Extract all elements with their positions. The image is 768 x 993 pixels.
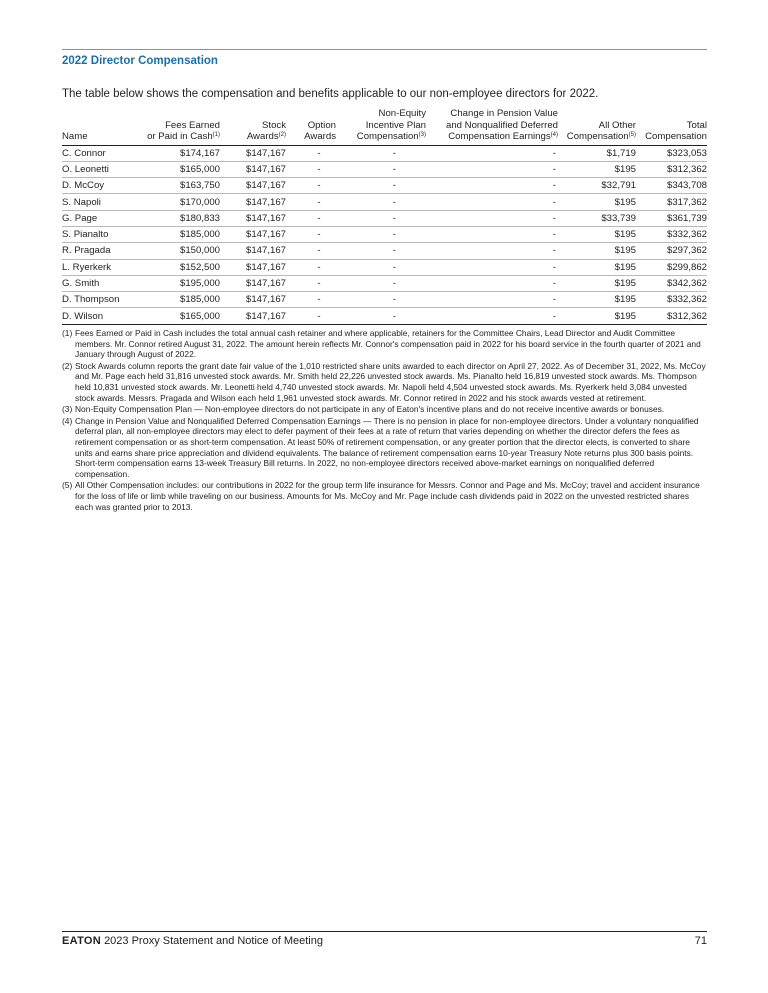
cell-other: $32,791	[558, 178, 636, 194]
cell-fees: $185,000	[140, 226, 220, 242]
table-row	[62, 194, 707, 210]
cell-stock: $147,167	[220, 308, 286, 324]
cell-fees: $195,000	[140, 275, 220, 291]
cell-other: $195	[558, 194, 636, 210]
cell-pension: -	[426, 308, 558, 324]
footnote-number: (2)	[62, 360, 73, 371]
cell-nonequity: -	[336, 178, 426, 194]
table-row	[62, 226, 707, 242]
director-compensation-table	[62, 108, 707, 325]
cell-name: D. McCoy	[62, 178, 140, 194]
page-footer	[62, 935, 707, 947]
cell-option: -	[286, 145, 336, 161]
cell-option: -	[286, 292, 336, 308]
table-row	[62, 275, 707, 291]
cell-pension: -	[426, 243, 558, 259]
cell-fees: $165,000	[140, 161, 220, 177]
table-row	[62, 178, 707, 194]
top-divider	[62, 49, 707, 50]
cell-pension: -	[426, 145, 558, 161]
cell-total: $342,362	[636, 275, 707, 291]
table-row	[62, 161, 707, 177]
table-row	[62, 292, 707, 308]
cell-stock: $147,167	[220, 292, 286, 308]
cell-other: $195	[558, 308, 636, 324]
cell-option: -	[286, 308, 336, 324]
cell-total: $312,362	[636, 308, 707, 324]
cell-nonequity: -	[336, 194, 426, 210]
cell-stock: $147,167	[220, 243, 286, 259]
cell-pension: -	[426, 194, 558, 210]
cell-stock: $147,167	[220, 210, 286, 226]
cell-stock: $147,167	[220, 161, 286, 177]
col-header-nonequity: Non-Equity Incentive Plan Compensation$^{(3)}$	[336, 108, 426, 145]
cell-option: -	[286, 243, 336, 259]
cell-fees: $163,750	[140, 178, 220, 194]
cell-name: G. Smith	[62, 275, 140, 291]
cell-other: $195	[558, 292, 636, 308]
cell-fees: $170,000	[140, 194, 220, 210]
table-row	[62, 243, 707, 259]
cell-option: -	[286, 161, 336, 177]
footnotes	[62, 328, 707, 513]
cell-nonequity: -	[336, 210, 426, 226]
cell-option: -	[286, 275, 336, 291]
footnote-text: All Other Compensation includes: our contributions in 2022 for the group term life insurance for Messrs. Connor and Page and Ms. McCoy; travel and accident insurance for the loss of life or limb while traveling on our business. Amounts for Ms. McCoy and Mr. Page include cash dividends paid in 2022 on the unvested restricted shares each was granted prior to 2013.	[75, 480, 700, 512]
cell-stock: $147,167	[220, 194, 286, 210]
cell-total: $323,053	[636, 145, 707, 161]
cell-name: D. Thompson	[62, 292, 140, 308]
cell-name: R. Pragada	[62, 243, 140, 259]
footnote	[62, 480, 707, 512]
col-header-pension: Change in Pension Value and Nonqualified Deferred Compensation Earnings$^{(4)}$	[426, 108, 558, 145]
table-row	[62, 259, 707, 275]
footnote-number: (4)	[62, 415, 73, 426]
col-header-total: Total Compensation	[636, 108, 707, 145]
footnote	[62, 361, 707, 403]
cell-name: S. Napoli	[62, 194, 140, 210]
footer-divider	[62, 931, 707, 932]
col-header-fees: Fees Earned or Paid in Cash$^{(1)}$	[140, 108, 220, 145]
col-header-option: Option Awards	[286, 108, 336, 145]
cell-name: L. Ryerkerk	[62, 259, 140, 275]
table-row	[62, 308, 707, 324]
cell-pension: -	[426, 178, 558, 194]
cell-stock: $147,167	[220, 226, 286, 242]
cell-nonequity: -	[336, 243, 426, 259]
cell-fees: $174,167	[140, 145, 220, 161]
cell-name: G. Page	[62, 210, 140, 226]
cell-total: $361,739	[636, 210, 707, 226]
cell-option: -	[286, 194, 336, 210]
col-header-name: Name	[62, 108, 140, 145]
footnote-number: (1)	[62, 328, 73, 338]
cell-pension: -	[426, 161, 558, 177]
intro-paragraph: The table below shows the compensation and benefits applicable to our non-employee directors for 2022.	[62, 88, 599, 100]
cell-name: O. Leonetti	[62, 161, 140, 177]
cell-pension: -	[426, 210, 558, 226]
cell-nonequity: -	[336, 308, 426, 324]
cell-pension: -	[426, 226, 558, 242]
cell-other: $195	[558, 275, 636, 291]
footnote-number: (5)	[62, 480, 73, 491]
footnote-number: (3)	[62, 404, 73, 415]
cell-stock: $147,167	[220, 178, 286, 194]
cell-fees: $185,000	[140, 292, 220, 308]
cell-fees: $152,500	[140, 259, 220, 275]
cell-other: $33,739	[558, 210, 636, 226]
cell-pension: -	[426, 259, 558, 275]
cell-other: $195	[558, 259, 636, 275]
cell-total: $317,362	[636, 194, 707, 210]
cell-total: $299,862	[636, 259, 707, 275]
cell-nonequity: -	[336, 226, 426, 242]
footnote	[62, 328, 707, 360]
cell-option: -	[286, 210, 336, 226]
cell-other: $195	[558, 226, 636, 242]
table-row	[62, 210, 707, 226]
cell-fees: $150,000	[140, 243, 220, 259]
cell-nonequity: -	[336, 292, 426, 308]
cell-name: S. Pianalto	[62, 226, 140, 242]
cell-option: -	[286, 226, 336, 242]
cell-total: $343,708	[636, 178, 707, 194]
footer-title: 2023 Proxy Statement and Notice of Meeting	[104, 935, 323, 947]
cell-nonequity: -	[336, 275, 426, 291]
cell-stock: $147,167	[220, 259, 286, 275]
cell-nonequity: -	[336, 161, 426, 177]
cell-stock: $147,167	[220, 275, 286, 291]
table-row	[62, 145, 707, 161]
cell-total: $312,362	[636, 161, 707, 177]
cell-name: C. Connor	[62, 145, 140, 161]
col-header-other: All Other Compensation$^{(5)}$	[558, 108, 636, 145]
footer-brand: EATON	[62, 935, 101, 947]
cell-pension: -	[426, 292, 558, 308]
cell-other: $195	[558, 243, 636, 259]
footnote-text: Stock Awards column reports the grant date fair value of the 1,010 restricted share units awarded to each director on April 27, 2022. As of December 31, 2022, Ms. McCoy and Mr. Page each held 31,816 unvested stock awards. Mr. Smith held 22,226 unvested stock awards. Ms. Pianalto held 16,819 unvested stock awards. Ms. Thompson held 10,831 unvested stock awards. Mr. Leonetti held 4,740 unvested stock awards. Mr. Napoli held 4,504 unvested stock awards. Ms. Ryerkerk held 3,084 unvested stock awards. Messrs. Pragada and Wilson each held 1,961 unvested stock awards. Mr. Connor retired in 2022 and his stock awards vested at retirement.	[75, 360, 706, 403]
cell-total: $297,362	[636, 243, 707, 259]
footnote	[62, 404, 707, 415]
footnote-text: Fees Earned or Paid in Cash includes the total annual cash retainer and where applicable, retainers for the Committee Chairs, Lead Director and Audit Committee members. Mr. Connor retired August 31, 2022. The amount herein reflects Mr. Connor's compensation paid in 2022 for his board service in the fourth quarter of 2021 and January through August of 2022.	[75, 328, 701, 360]
cell-fees: $165,000	[140, 308, 220, 324]
section-title: 2022 Director Compensation	[62, 55, 218, 67]
cell-total: $332,362	[636, 292, 707, 308]
col-header-stock: Stock Awards$^{(2)}$	[220, 108, 286, 145]
cell-nonequity: -	[336, 259, 426, 275]
footnote	[62, 416, 707, 480]
cell-fees: $180,833	[140, 210, 220, 226]
cell-pension: -	[426, 275, 558, 291]
page-number: 71	[694, 935, 707, 947]
cell-other: $195	[558, 161, 636, 177]
table-body	[62, 145, 707, 324]
cell-nonequity: -	[336, 145, 426, 161]
cell-name: D. Wilson	[62, 308, 140, 324]
table-header-row	[62, 108, 707, 145]
cell-option: -	[286, 259, 336, 275]
cell-stock: $147,167	[220, 145, 286, 161]
cell-other: $1,719	[558, 145, 636, 161]
footnote-text: Change in Pension Value and Nonqualified Deferred Compensation Earnings — There is no pension in place for non-employee directors. Under a voluntary nonqualified deferral plan, all non-employee directors may elect to defer payment of their fees at a rate of return that varies depending on whether the director defers the fees as retirement compensation or as short-term compensation. At least 50% of retirement compensation, or any greater portion that the director elects, is converted to share units and earns share price appreciation and dividend equivalents. The balance of retirement compensation earns 10-year Treasury Note returns plus 300 basis points. Short-term compensation earns 13-week Treasury Bill returns. In 2022, no non-employee directors received above-market earnings on nonqualified deferred compensation.	[75, 415, 699, 479]
footnote-text: Non-Equity Compensation Plan — Non-employee directors do not participate in any of Eaton's incentive plans and do not receive incentive awards or bonuses.	[75, 404, 665, 415]
cell-total: $332,362	[636, 226, 707, 242]
cell-option: -	[286, 178, 336, 194]
